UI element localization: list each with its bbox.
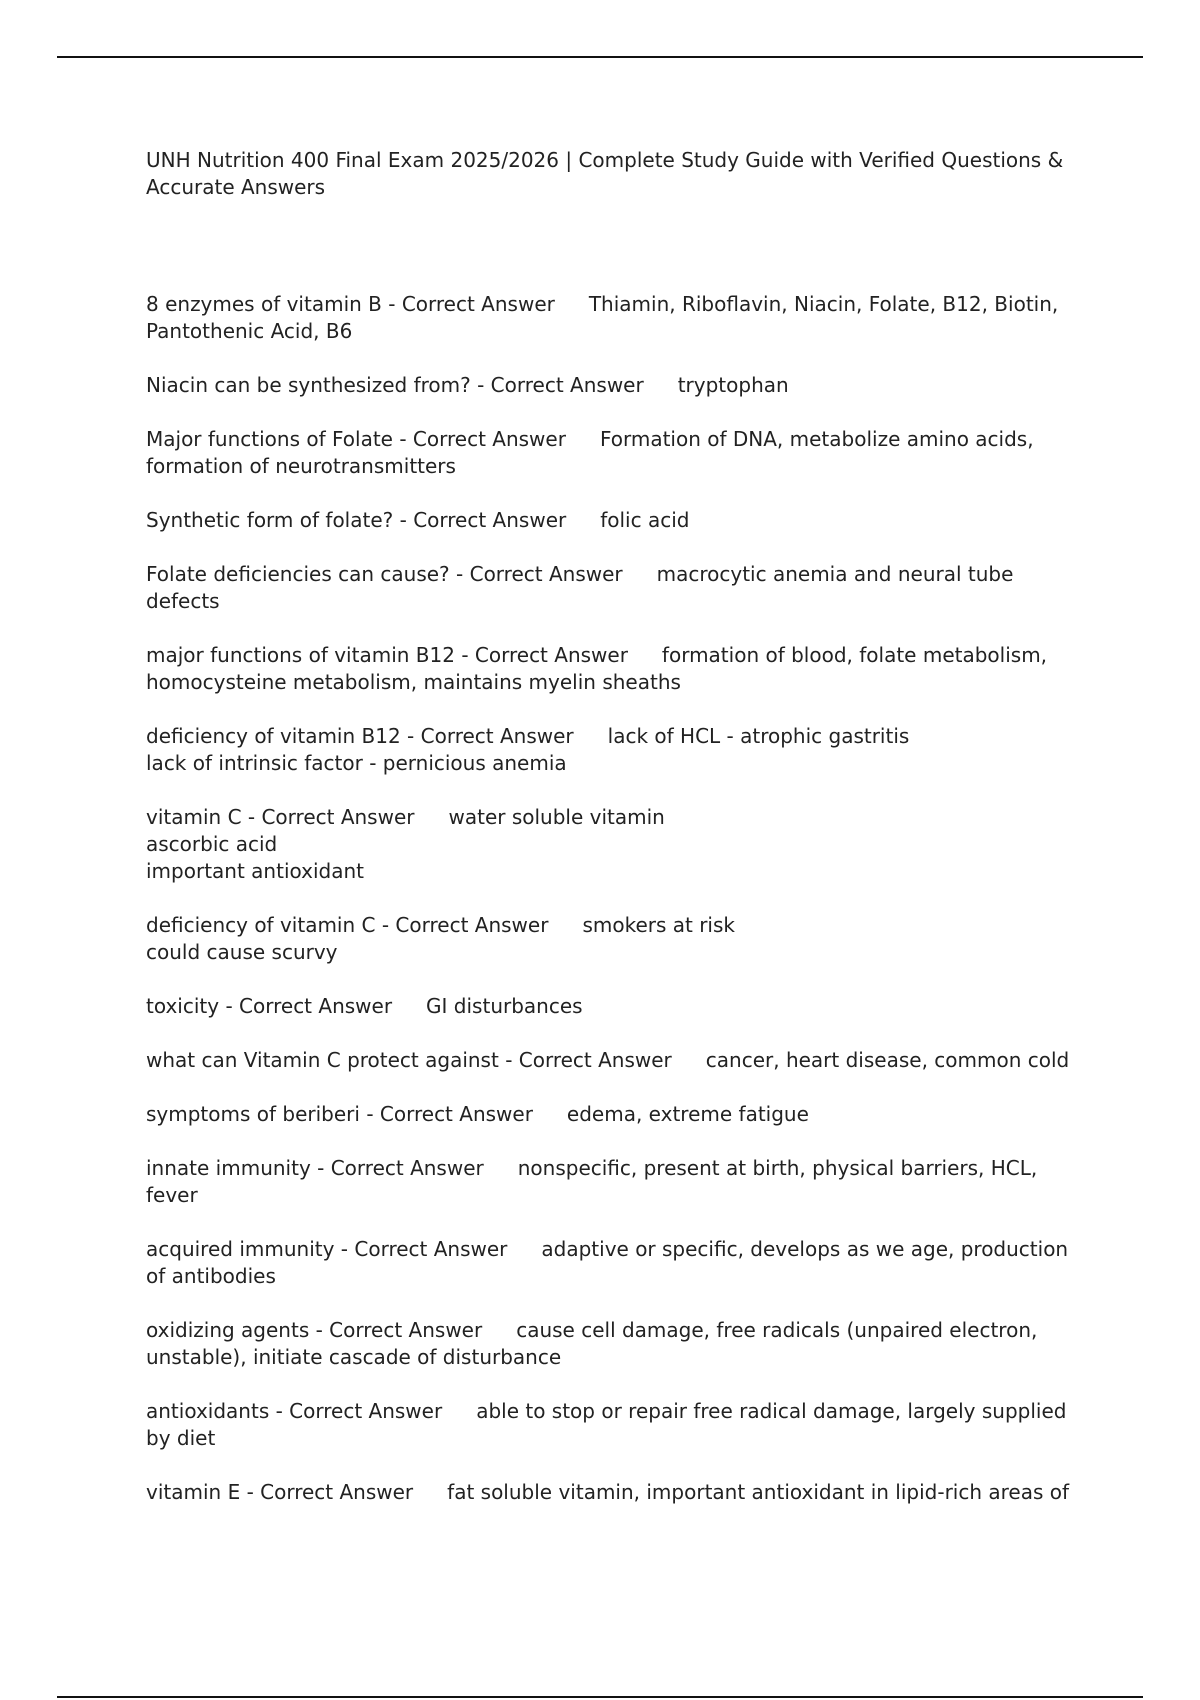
qa-answer-line: cancer, heart disease, common cold <box>705 1048 1070 1072</box>
qa-answer-marker: - Correct Answer <box>477 373 644 397</box>
qa-answer-marker: - Correct Answer <box>246 1480 414 1504</box>
qa-answer-marker: - Correct Answer <box>225 994 393 1018</box>
qa-answer-line: Formation of DNA, metabolize amino acids, formation of neurotransmitters <box>146 427 1034 478</box>
qa-item <box>146 912 1086 966</box>
qa-question: major functions of vitamin B12 <box>146 643 455 667</box>
qa-item <box>146 993 1086 1020</box>
qa-question: Major functions of Folate <box>146 427 393 451</box>
qa-list <box>146 291 1086 1506</box>
qa-item <box>146 1236 1086 1290</box>
qa-question: 8 enzymes of vitamin B <box>146 292 382 316</box>
qa-answer-marker: - Correct Answer <box>340 1237 508 1261</box>
qa-answer-line: folic acid <box>600 508 690 532</box>
qa-answer-line: water soluble vitamin <box>448 805 665 829</box>
qa-answer-line: could cause scurvy <box>146 940 338 964</box>
qa-answer-line: cause cell damage, free radicals (unpaired electron, unstable), initiate cascade of disturbance <box>146 1318 1038 1369</box>
qa-item <box>146 426 1086 480</box>
qa-question: Synthetic form of folate? <box>146 508 394 532</box>
qa-answer-marker: - Correct Answer <box>317 1156 484 1180</box>
qa-answer-marker: - Correct Answer <box>247 805 415 829</box>
qa-answer-marker: - Correct Answer <box>315 1318 483 1342</box>
qa-answer-line: tryptophan <box>677 373 789 397</box>
qa-answer-marker: - Correct Answer <box>388 292 555 316</box>
qa-question: symptoms of beriberi <box>146 1102 360 1126</box>
qa-question: Niacin can be synthesized from? <box>146 373 471 397</box>
qa-answer-marker: - Correct Answer <box>399 508 567 532</box>
qa-answer-line: formation of blood, folate metabolism, homocysteine metabolism, maintains myelin sheaths <box>146 643 1048 694</box>
qa-answer-marker: - Correct Answer <box>381 913 549 937</box>
qa-answer-line: adaptive or specific, develops as we age, production of antibodies <box>146 1237 1069 1288</box>
qa-item <box>146 291 1086 345</box>
qa-answer-line: lack of intrinsic factor - pernicious anemia <box>146 751 567 775</box>
qa-question: innate immunity <box>146 1156 311 1180</box>
qa-item <box>146 723 1086 777</box>
qa-question: deficiency of vitamin B12 <box>146 724 401 748</box>
qa-answer-line: lack of HCL - atrophic gastritis <box>607 724 910 748</box>
qa-question: acquired immunity <box>146 1237 335 1261</box>
qa-item <box>146 642 1086 696</box>
qa-question: deficiency of vitamin C <box>146 913 376 937</box>
document-title: UNH Nutrition 400 Final Exam 2025/2026 | Complete Study Guide with Verified Questions & Accurate Answers <box>146 148 1064 199</box>
qa-answer-line: Thiamin, Riboflavin, Niacin, Folate, B12, Biotin, Pantothenic Acid, B6 <box>146 292 1059 343</box>
qa-question: vitamin C <box>146 805 242 829</box>
qa-item <box>146 804 1086 885</box>
qa-question: antioxidants <box>146 1399 270 1423</box>
qa-answer-line: nonspecific, present at birth, physical barriers, HCL, fever <box>146 1156 1038 1207</box>
qa-answer-marker: - Correct Answer <box>399 427 566 451</box>
qa-question: vitamin E <box>146 1480 241 1504</box>
qa-answer-marker: - Correct Answer <box>505 1048 672 1072</box>
bottom-rule <box>57 1696 1143 1698</box>
qa-question: oxidizing agents <box>146 1318 310 1342</box>
qa-item <box>146 1047 1086 1074</box>
qa-answer-marker: - Correct Answer <box>456 562 623 586</box>
qa-answer-line: GI disturbances <box>426 994 583 1018</box>
qa-question: Folate deficiencies can cause? <box>146 562 450 586</box>
qa-item <box>146 372 1086 399</box>
qa-item <box>146 561 1086 615</box>
page-content <box>146 147 1086 1533</box>
qa-answer-marker: - Correct Answer <box>366 1102 533 1126</box>
qa-item <box>146 1398 1086 1452</box>
qa-answer-marker: - Correct Answer <box>275 1399 443 1423</box>
qa-answer-line: smokers at risk <box>582 913 735 937</box>
qa-answer-line: fat soluble vitamin, important antioxidant in lipid-rich areas of <box>447 1480 1070 1504</box>
qa-answer-marker: - Correct Answer <box>461 643 628 667</box>
qa-answer-line: ascorbic acid <box>146 832 278 856</box>
qa-answer-line: macrocytic anemia and neural tube defects <box>146 562 1014 613</box>
qa-answer-line: able to stop or repair free radical damage, largely supplied by diet <box>146 1399 1067 1450</box>
qa-item <box>146 1155 1086 1209</box>
qa-item <box>146 1479 1086 1506</box>
top-rule <box>57 56 1143 58</box>
qa-item <box>146 1101 1086 1128</box>
qa-answer-line: edema, extreme fatigue <box>566 1102 809 1126</box>
qa-question: toxicity <box>146 994 220 1018</box>
qa-answer-line: important antioxidant <box>146 859 364 883</box>
qa-answer-marker: - Correct Answer <box>407 724 574 748</box>
qa-item <box>146 507 1086 534</box>
qa-question: what can Vitamin C protect against <box>146 1048 499 1072</box>
qa-item <box>146 1317 1086 1371</box>
